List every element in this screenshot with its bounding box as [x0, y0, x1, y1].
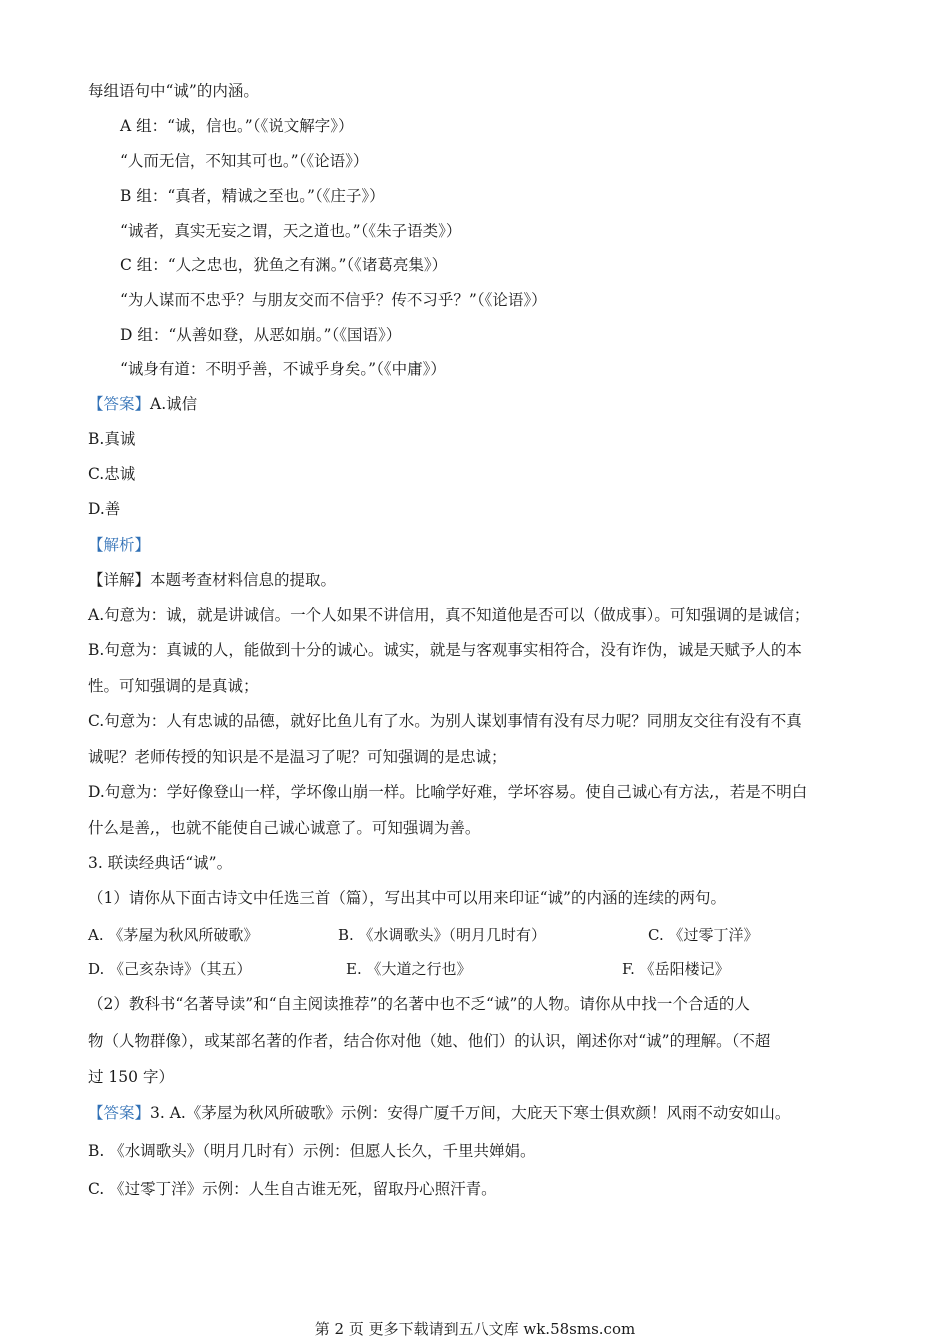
- option-d: D. 《己亥杂诗》（其五）: [88, 960, 252, 978]
- answer1-b: B.真诚: [88, 430, 136, 448]
- intro-line: 每组语句中“诚”的内涵。: [88, 82, 259, 100]
- answer3-b: B. 《水调歌头》（明月几时有）示例：但愿人长久，千里共婵娟。: [88, 1142, 536, 1160]
- detail-b2: 性。可知强调的是真诚；: [88, 677, 259, 695]
- detail-c2: 诚呢？老师传授的知识是不是温习了呢？可知强调的是忠诚；: [88, 748, 507, 766]
- answer1-line: [88, 393, 197, 415]
- detail-b1: B.句意为：真诚的人，能做到十分的诚心。诚实，就是与客观事实相符合，没有诈伪，诚是天赋予人的本: [88, 641, 802, 659]
- detail-d2: 什么是善,，也就不能使自己诚心诚意了。可知强调为善。: [88, 819, 481, 837]
- quote-a1: A 组：“诚，信也。”（《说文解字》）: [120, 117, 354, 135]
- detail-intro: 【详解】本题考查材料信息的提取。: [88, 571, 337, 589]
- detail-c1: C.句意为：人有忠诚的品德，就好比鱼儿有了水。为别人谋划事情有没有尽力呢？同朋友交往有没有不真: [88, 712, 802, 730]
- q3-part2-line2: 物（人物群像），或某部名著的作者，结合你对他（她、他们）的认识，阐述你对“诚”的理解。（不超: [88, 1032, 771, 1050]
- q3-part2-line1: （2）教科书“名著导读”和“自主阅读推荐”的名著中也不乏“诚”的人物。请你从中找一个合适的人: [88, 995, 750, 1013]
- quote-c1: C 组：“人之忠也，犹鱼之有渊。”（《诸葛亮集》）: [120, 256, 448, 274]
- quote-b1: B 组：“真者，精诚之至也。”（《庄子》）: [120, 187, 385, 205]
- answer1-c: C.忠诚: [88, 465, 136, 483]
- detail-d1: D.句意为：学好像登山一样，学坏像山崩一样。比喻学好难，学坏容易。使自己诚心有方法,，若是不明白: [88, 783, 808, 801]
- answer-tag: 【答案】: [88, 395, 151, 413]
- answer3-c: C. 《过零丁洋》示例：人生自古谁无死，留取丹心照汗青。: [88, 1180, 497, 1198]
- option-c: C. 《过零丁洋》: [648, 926, 759, 944]
- option-a: A. 《茅屋为秋风所破歌》: [88, 926, 259, 944]
- q3-part2-line3: 过 150 字）: [88, 1068, 174, 1086]
- page-footer: 第 2 页 更多下载请到五八文库 wk.58sms.com: [314, 1320, 636, 1338]
- quote-d2: “诚身有道：不明乎善，不诚乎身矣。”（《中庸》）: [120, 360, 446, 378]
- analysis-tag: 【解析】: [88, 536, 151, 554]
- answer3-a: 3. A.《茅屋为秋风所破歌》示例：安得广厦千万间，大庇天下寒士俱欢颜！风雨不动安如山。: [150, 1104, 791, 1122]
- quote-c2: “为人谋而不忠乎？与朋友交而不信乎？传不习乎？”（《论语》）: [120, 291, 547, 309]
- option-e: E. 《大道之行也》: [346, 960, 472, 978]
- option-f: F. 《岳阳楼记》: [622, 960, 730, 978]
- quote-b2: “诚者，真实无妄之谓，天之道也。”（《朱子语类》）: [120, 222, 462, 240]
- answer1-d: D.善: [88, 500, 121, 518]
- q3-title: 3. 联读经典话“诚”。: [88, 854, 233, 872]
- option-b: B. 《水调歌头》（明月几时有）: [338, 926, 547, 944]
- answer3-tag: 【答案】: [88, 1104, 151, 1122]
- answer1-a: A.诚信: [150, 395, 198, 413]
- quote-a2: “人而无信，不知其可也。”（《论语》）: [120, 152, 369, 170]
- detail-a: A.句意为：诚，就是讲诚信。一个人如果不讲信用，真不知道他是否可以（做成事）。可知强调的是诚信；: [88, 606, 810, 624]
- quote-d1: D 组：“从善如登，从恶如崩。”（《国语》）: [120, 326, 402, 344]
- answer3-line: [88, 1102, 790, 1124]
- q3-part1: （1）请你从下面古诗文中任选三首（篇），写出其中可以用来印证“诚”的内涵的连续的两句。: [88, 889, 726, 907]
